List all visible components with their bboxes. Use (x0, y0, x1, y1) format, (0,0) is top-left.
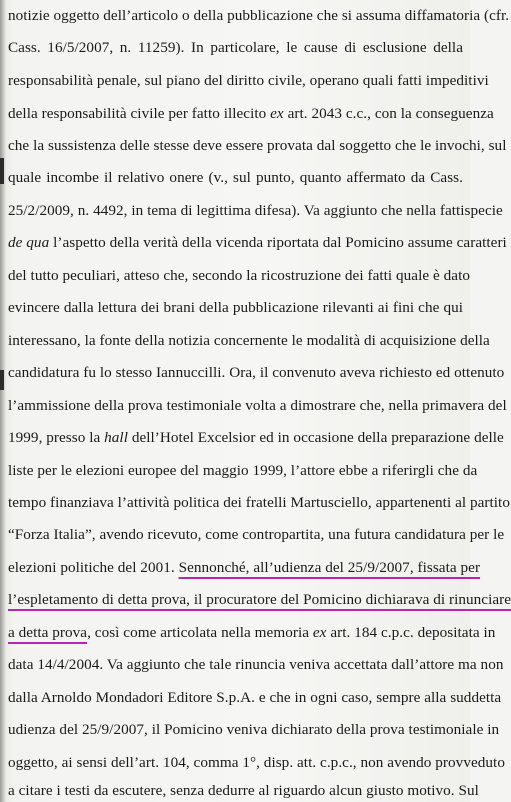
margin-mark (0, 370, 4, 390)
emphasis: hall (104, 429, 128, 446)
text-line (8, 590, 511, 610)
text-line: liste per le elezioni europee del maggio 1999, l’attore ebbe a riferirgli che da (8, 462, 478, 479)
text-line: responsabilità penale, sul piano del diritto civile, operano quali fatti impeditivi (8, 72, 489, 89)
scan-edge-shadow (0, 0, 6, 802)
text-line: udienza del 25/9/2007, il Pomicino veniva dichiarato della prova testimoniale in (8, 721, 500, 738)
text-line: a detta prova, così come articolata nella memoria ex art. 184 c.p.c. depositata in (8, 624, 496, 641)
text-line: 25/2/2009, n. 4492, in tema di legittima difesa). Va aggiunto che nella fattispecie (8, 202, 503, 219)
text-line: elezioni politiche del 2001. Sennonché, all’udienza del 25/9/2007, fissata per (8, 559, 481, 576)
text-line: quale incombe il relativo onere (v., sul punto, quanto affermato da Cass. (8, 169, 463, 186)
emphasis: ex (270, 105, 284, 122)
emphasis: ex (312, 624, 327, 641)
text-line: l’ammissione della prova testimoniale volta a dimostrare che, nella primavera del (8, 397, 507, 414)
text-line: del tutto peculiari, atteso che, secondo la ricostruzione dei fatti quale è dato (8, 267, 470, 284)
text-line: evincere dalla lettura dei brani della pubblicazione rilevanti ai fini che qui (8, 299, 463, 316)
text-line: a citare i testi da escutere, senza dedurre al riguardo alcun giusto motivo. Sul (8, 782, 479, 799)
text-line: 1999, presso la hall dell’Hotel Excelsior ed in occasione della preparazione delle (8, 429, 504, 446)
text-line: candidatura fu lo stesso Iannuccilli. Ora, il convenuto aveva richiesto ed ottenuto (8, 364, 505, 381)
text-line: che la sussistenza delle stesse deve essere provata dal soggetto che le invochi, sul (8, 137, 507, 154)
text-line: dalla Arnoldo Mondadori Editore S.p.A. e che in ogni caso, sempre alla suddetta (8, 689, 502, 706)
highlighted-passage: a detta prova (8, 624, 88, 641)
text-line: de qua l’aspetto della verità della vicenda riportata dal Pomicino assume caratteri (8, 234, 507, 251)
text-line: data 14/4/2004. Va aggiunto che tale rinuncia veniva accettata dall’attore ma non (8, 656, 504, 673)
highlighted-passage: l’espletamento di detta prova, il procuratore del Pomicino dichiarava di rinunciare (8, 591, 511, 608)
text-line: “Forza Italia”, avendo ricevuto, come contropartita, una futura candidatura per le (8, 526, 505, 543)
highlighted-passage: Sennonché, all’udienza del 25/9/2007, fissata per (178, 559, 481, 576)
margin-mark (0, 158, 4, 184)
emphasis: de qua (8, 234, 50, 251)
text-line: interessano, la fonte della notizia concernente le modalità di acquisizione della (8, 332, 490, 349)
text-line: della responsabilità civile per fatto illecito ex art. 2043 c.c., con la conseguenza (8, 105, 494, 122)
text-line: tempo finanziava l’attività politica dei fratelli Martusciello, appartenenti al partito (8, 494, 510, 511)
text-line: oggetto, ai sensi dell’art. 104, comma 1°, disp. att. c.p.c., non avendo provveduto (8, 754, 505, 771)
text-line: Cass. 16/5/2007, n. 11259). In particolare, le cause di esclusione della (8, 39, 463, 56)
text-line: notizie oggetto dell’articolo o della pubblicazione che si assuma diffamatoria (cfr. (8, 7, 510, 24)
